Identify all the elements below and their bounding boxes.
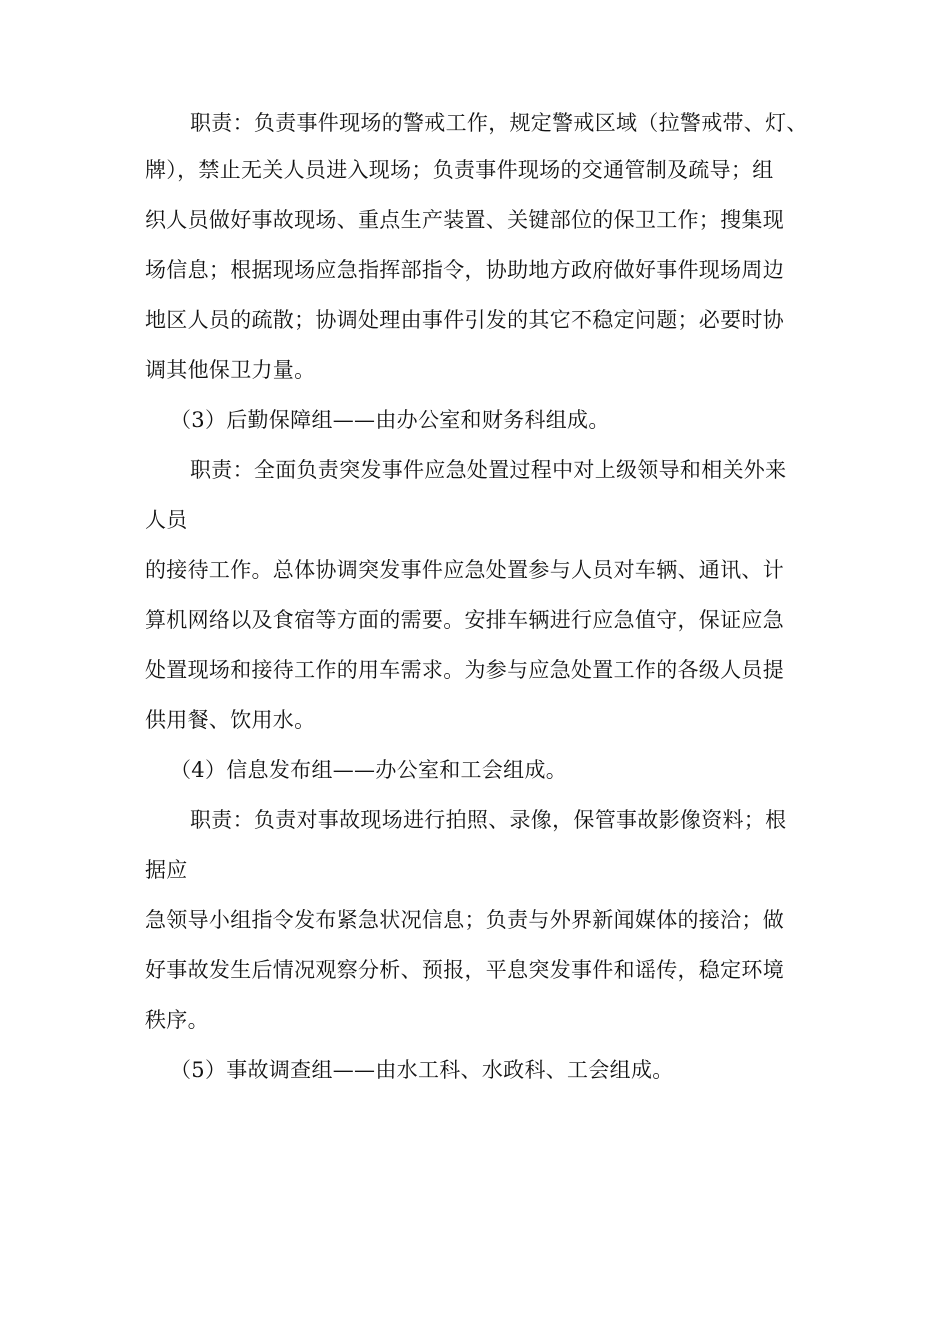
duty-paragraph-security-line-5: 地区人员的疏散；协调处理由事件引发的其它不稳定问题；必要时协 bbox=[145, 308, 784, 332]
duty-paragraph-info-line-1: 职责：负责对事故现场进行拍照、录像，保管事故影像资料；根 bbox=[190, 808, 787, 832]
duty-paragraph-info-line-3: 急领导小组指令发布紧急状况信息；负责与外界新闻媒体的接洽；做 bbox=[145, 908, 784, 932]
duty-paragraph-info-line-4: 好事故发生后情况观察分析、预报，平息突发事件和谣传，稳定环境 bbox=[145, 958, 784, 982]
duty-paragraph-security-line-2: 牌），禁止无关人员进入现场；负责事件现场的交通管制及疏导；组 bbox=[145, 158, 774, 182]
duty-paragraph-logistics-line-1: 职责：全面负责突发事件应急处置过程中对上级领导和相关外来 bbox=[190, 458, 787, 482]
section-heading-accident-investigation: （5）事故调查组——由水工科、水政科、工会组成。 bbox=[170, 1058, 674, 1082]
section-heading-logistics: （3）后勤保障组——由办公室和财务科组成。 bbox=[170, 408, 610, 432]
duty-paragraph-security-line-4: 场信息；根据现场应急指挥部指令，协助地方政府做好事件现场周边 bbox=[145, 258, 784, 282]
duty-paragraph-info-line-5: 秩序。 bbox=[145, 1008, 209, 1032]
duty-paragraph-logistics-line-3: 的接待工作。总体协调突发事件应急处置参与人员对车辆、通讯、计 bbox=[145, 558, 784, 582]
duty-paragraph-security-line-6: 调其他保卫力量。 bbox=[145, 358, 316, 382]
duty-paragraph-logistics-line-5: 处置现场和接待工作的用车需求。为参与应急处置工作的各级人员提 bbox=[145, 658, 784, 682]
section-heading-info-release: （4）信息发布组——办公室和工会组成。 bbox=[170, 758, 568, 782]
duty-paragraph-security-line-1: 职责：负责事件现场的警戒工作，规定警戒区域（拉警戒带、灯、 bbox=[190, 111, 808, 135]
duty-paragraph-info-line-2: 据应 bbox=[145, 858, 188, 882]
duty-paragraph-logistics-line-6: 供用餐、饮用水。 bbox=[145, 708, 316, 732]
duty-paragraph-security-line-3: 织人员做好事故现场、重点生产装置、关键部位的保卫工作；搜集现 bbox=[145, 208, 784, 232]
duty-paragraph-logistics-line-4: 算机网络以及食宿等方面的需要。安排车辆进行应急值守，保证应急 bbox=[145, 608, 784, 632]
duty-paragraph-logistics-line-2: 人员 bbox=[145, 508, 188, 532]
